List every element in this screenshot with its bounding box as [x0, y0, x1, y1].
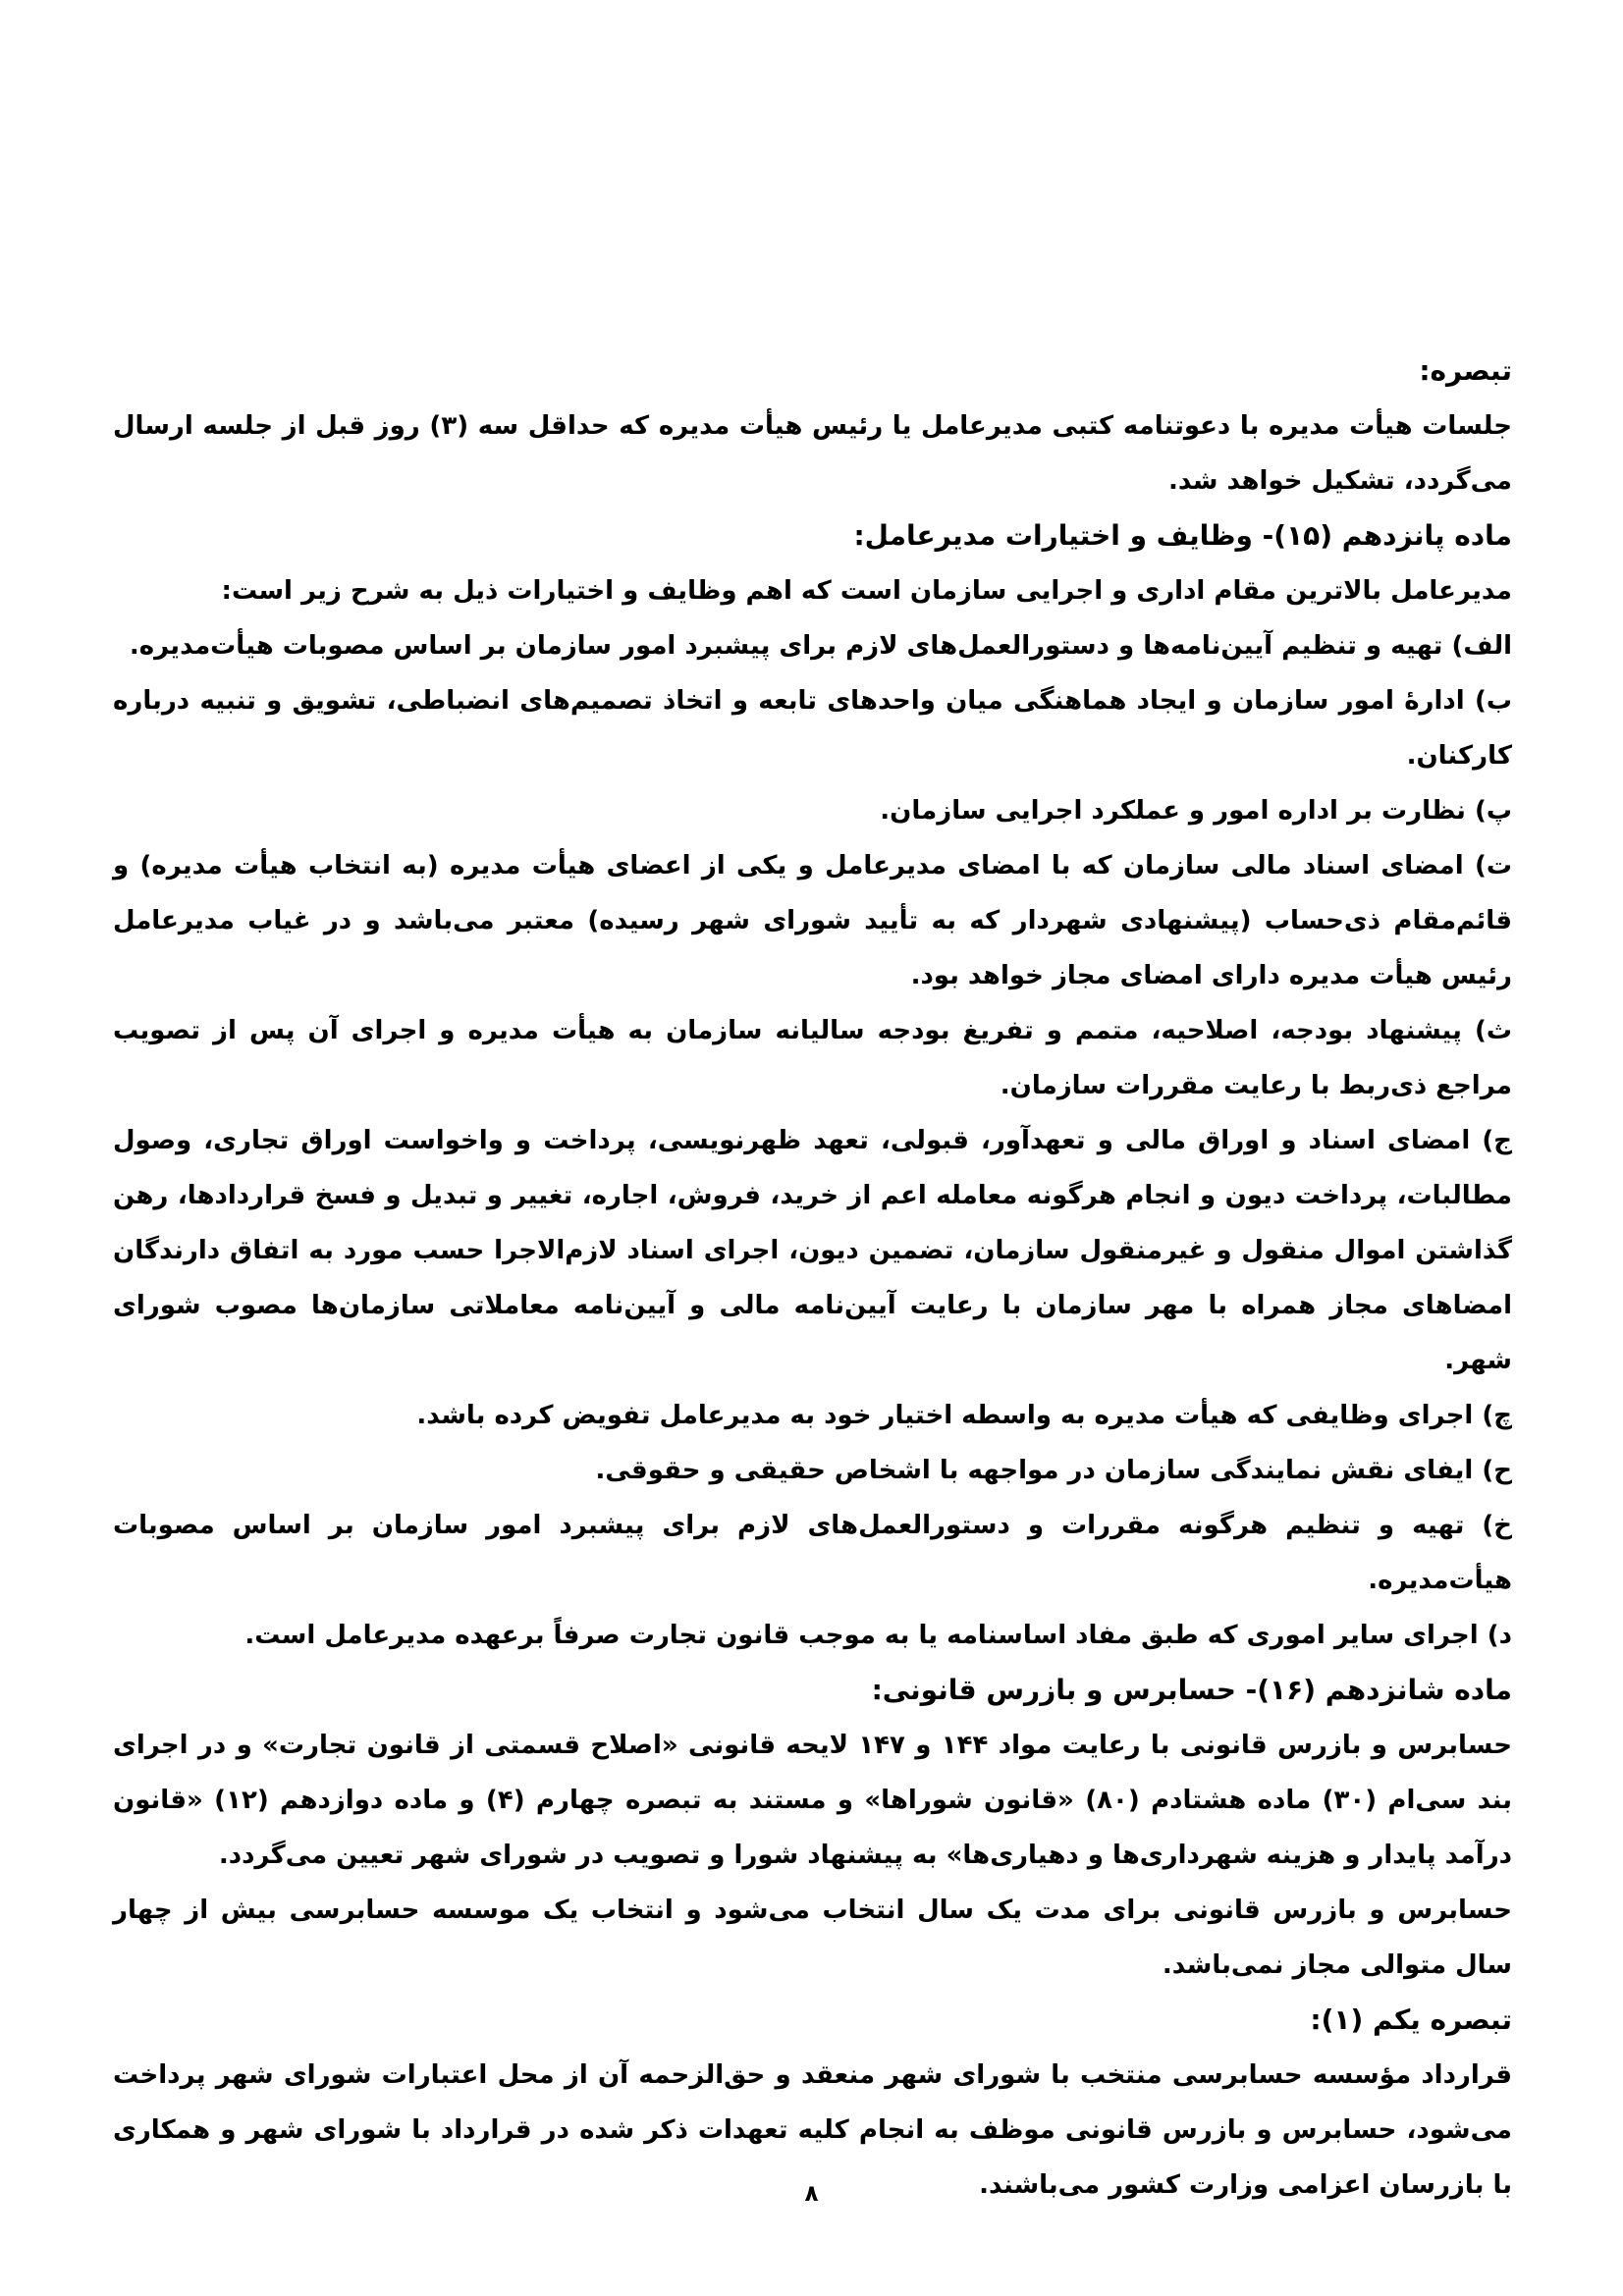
body-paragraph: ب) ادارۀ امور سازمان و ایجاد هماهنگی میان واحدهای تابعه و اتخاذ تصمیم‌های انضباطی، تشویق و تنبیه درباره کارکنان.: [113, 686, 1512, 771]
body-paragraph: چ) اجرای وظایفی که هیأت مدیره به واسطه اختیار خود به مدیرعامل تفویض کرده باشد.: [416, 1401, 1512, 1430]
section-heading: ماده پانزدهم (۱۵)- وظایف و اختیارات مدیرعامل:: [853, 519, 1512, 552]
document-body: [113, 344, 1512, 2213]
body-paragraph: الف) تهیه و تنظیم آیین‌نامه‌ها و دستورالعمل‌های لازم برای پیشبرد امور سازمان بر اساس مصوبات هیأت‌مدیره.: [129, 631, 1512, 661]
page-number: ۸: [804, 2181, 819, 2207]
body-paragraph: پ) نظارت بر اداره امور و عملکرد اجرایی سازمان.: [880, 796, 1512, 826]
body-paragraph: حسابرس و بازرس قانونی با رعایت مواد ۱۴۴ و ۱۴۷ لایحه قانونی «اصلاح قسمتی از قانون تجارت» و در اجرای بند سی‌ام (۳۰) ماده هشتادم (۸۰) «قانون شوراها» و مستند به تبصره چهارم (۴) و ماده دوازدهم (۱۲) «قانون درآمد پایدار و هزینه شهرداری‌ها و دهیاری‌ها» به پیشنهاد شورا و تصویب در شورای شهر تعیین می‌گردد.: [113, 1731, 1513, 1870]
section-heading: ماده شانزدهم (۱۶)- حسابرس و بازرس قانونی:: [871, 1674, 1512, 1706]
body-paragraph: د) اجرای سایر اموری که طبق مفاد اساسنامه یا به موجب قانون تجارت صرفاً برعهده مدیرعامل است.: [244, 1621, 1512, 1650]
body-paragraph: قرارداد مؤسسه حسابرسی منتخب با شورای شهر منعقد و حق‌الزحمه آن از محل اعتبارات شورای شهر پرداخت می‌شود، حسابرس و بازرس قانونی موظف به انجام کلیه تعهدات ذکر شده در قرارداد با شورای شهر و همکاری با بازرسان اعزامی وزارت کشور می‌باشند.: [113, 2060, 1512, 2200]
body-paragraph: مدیرعامل بالاترین مقام اداری و اجرایی سازمان است که اهم وظایف و اختیارات ذیل به شرح زیر است:: [221, 576, 1512, 606]
body-paragraph: حسابرس و بازرس قانونی برای مدت یک سال انتخاب می‌شود و انتخاب یک موسسه حسابرسی بیش از چهار سال متوالی مجاز نمی‌باشد.: [113, 1896, 1512, 1980]
body-paragraph: جلسات هیأت مدیره با دعوتنامه کتبی مدیرعامل یا رئیس هیأت مدیره که حداقل سه (۳) روز قبل از جلسه ارسال می‌گردد، تشکیل خواهد شد.: [113, 411, 1513, 496]
section-heading: تبصره یکم (۱):: [1310, 2003, 1512, 2036]
body-paragraph: ت) امضای اسناد مالی سازمان که با امضای مدیرعامل و یکی از اعضای هیأت مدیره (به انتخاب هیأت مدیره) و قائم‌مقام ذی‌حساب (پیشنهادی شهردار که به تأیید شورای شهر رسیده) معتبر می‌باشد و در غیاب مدیرعامل رئیس هیأت مدیره دارای امضای مجاز خواهد بود.: [113, 851, 1512, 990]
section-heading: تبصره:: [1419, 354, 1512, 387]
body-paragraph: ج) امضای اسناد و اوراق مالی و تعهدآور، قبولی، تعهد ظهرنویسی، پرداخت و واخواست اوراق تجاری، وصول مطالبات، پرداخت دیون و انجام هرگونه معامله اعم از خرید، فروش، اجاره، تغییر و تبدیل و فسخ قراردادها، رهن گذاشتن اموال منقول و غیرمنقول سازمان، تضمین دیون، اجرای اسناد لازم‌الاجرا حسب مورد به اتفاق دارندگان امضاهای مجاز همراه با مهر سازمان با رعایت آیین‌نامه مالی و آیین‌نامه معاملاتی سازمان‌ها مصوب شورای شهر.: [113, 1126, 1512, 1375]
body-paragraph: خ) تهیه و تنظیم هرگونه مقررات و دستورالعمل‌های لازم برای پیشبرد امور سازمان بر اساس مصوبات هیأت‌مدیره.: [113, 1511, 1512, 1595]
body-paragraph: ح) ایفای نقش نمایندگی سازمان در مواجهه با اشخاص حقیقی و حقوقی.: [595, 1456, 1512, 1485]
body-paragraph: ث) پیشنهاد بودجه، اصلاحیه، متمم و تفریغ بودجه سالیانه سازمان به هیأت مدیره و اجرای آن پس از تصویب مراجع ذی‌ربط با رعایت مقررات سازمان.: [113, 1016, 1512, 1100]
